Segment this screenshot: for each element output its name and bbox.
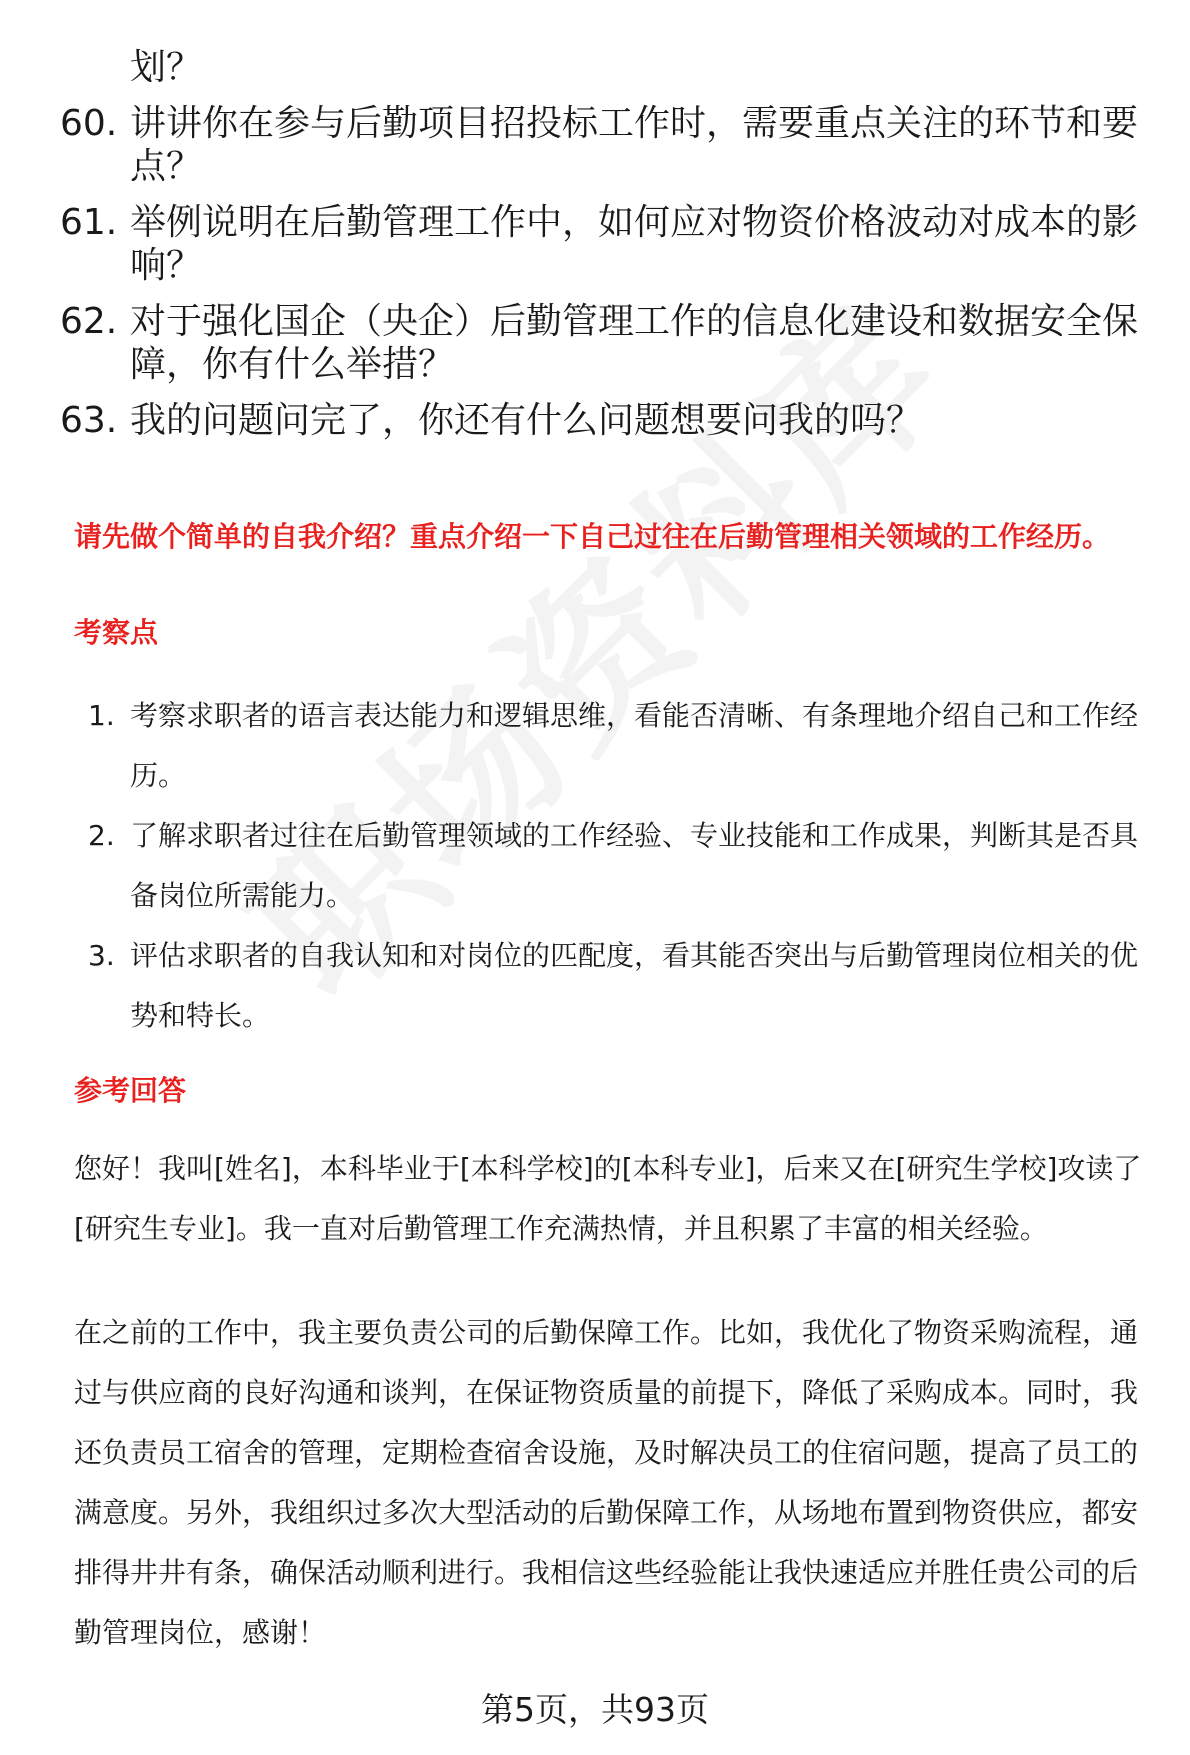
question-item-60: [60, 102, 1160, 188]
question-text-line: 讲讲你在参与后勤项目招投标工作时，需要重点关注的环节和要: [130, 103, 1139, 144]
page-number-footer: 第5页，共93页: [481, 1690, 709, 1729]
assessment-label: 考察点: [74, 616, 159, 649]
question-number: 62.: [60, 301, 118, 342]
question-item-62: [60, 300, 1160, 386]
point-number: 2.: [88, 819, 115, 852]
question-number: 61.: [60, 202, 118, 243]
point-text: 了解求职者过往在后勤管理领域的工作经验、专业技能和工作成果，判断其是否具备岗位所需能力。: [130, 819, 1139, 912]
question-heading: 请先做个简单的自我介绍？重点介绍一下自己过往在后勤管理相关领域的工作经历。: [74, 520, 1111, 553]
point-number: 3.: [88, 939, 115, 972]
answer-label: 参考回答: [74, 1074, 187, 1107]
assessment-point: [88, 926, 1158, 1046]
assessment-points: [88, 686, 1158, 1046]
question-text-line: 响？: [130, 245, 203, 286]
question-item-63: [60, 399, 1160, 442]
question-number: 63.: [60, 400, 118, 441]
point-number: 1.: [88, 699, 115, 732]
question-item-61: [60, 201, 1160, 287]
question-text-line: 举例说明在后勤管理工作中，如何应对物资价格波动对成本的影: [130, 202, 1139, 243]
question-list: [60, 46, 1160, 442]
question-text: [130, 300, 1160, 386]
assessment-point: [88, 806, 1158, 926]
question-text: 我的问题问完了，你还有什么问题想要问我的吗？: [130, 400, 923, 441]
question-text-line: 对于强化国企（央企）后勤管理工作的信息化建设和数据安全保: [130, 301, 1139, 342]
question-number: 60.: [60, 103, 118, 144]
question-text-line: 障，你有什么举措？: [130, 344, 455, 385]
point-text: 评估求职者的自我认知和对岗位的匹配度，看其能否突出与后勤管理岗位相关的优势和特长。: [130, 939, 1139, 1032]
answer-paragraph-1: 您好！我叫[姓名]，本科毕业于[本科学校]的[本科专业]，后来又在[研究生学校]攻读了[研究生专业]。我一直对后勤管理工作充满热情，并且积累了丰富的相关经验。: [74, 1152, 1142, 1245]
question-text: [130, 102, 1160, 188]
question-text-line: 点？: [130, 146, 203, 187]
answer-paragraph-2: 在之前的工作中，我主要负责公司的后勤保障工作。比如，我优化了物资采购流程，通过与供应商的良好沟通和谈判，在保证物资质量的前提下，降低了采购成本。同时，我还负责员工宿舍的管理，定期检查宿舍设施，及时解决员工的住宿问题，提高了员工的满意度。另外，我组织过多次大型活动的后勤保障工作，从场地布置到物资供应，都安排得井井有条，确保活动顺利进行。我相信这些经验能让我快速适应并胜任贵公司的后勤管理岗位，感谢！: [74, 1316, 1139, 1649]
assessment-point: [88, 686, 1158, 806]
question-continuation: 划？: [130, 47, 203, 88]
question-text: [130, 201, 1160, 287]
point-text: 考察求职者的语言表达能力和逻辑思维，看能否清晰、有条理地介绍自己和工作经历。: [130, 699, 1139, 792]
